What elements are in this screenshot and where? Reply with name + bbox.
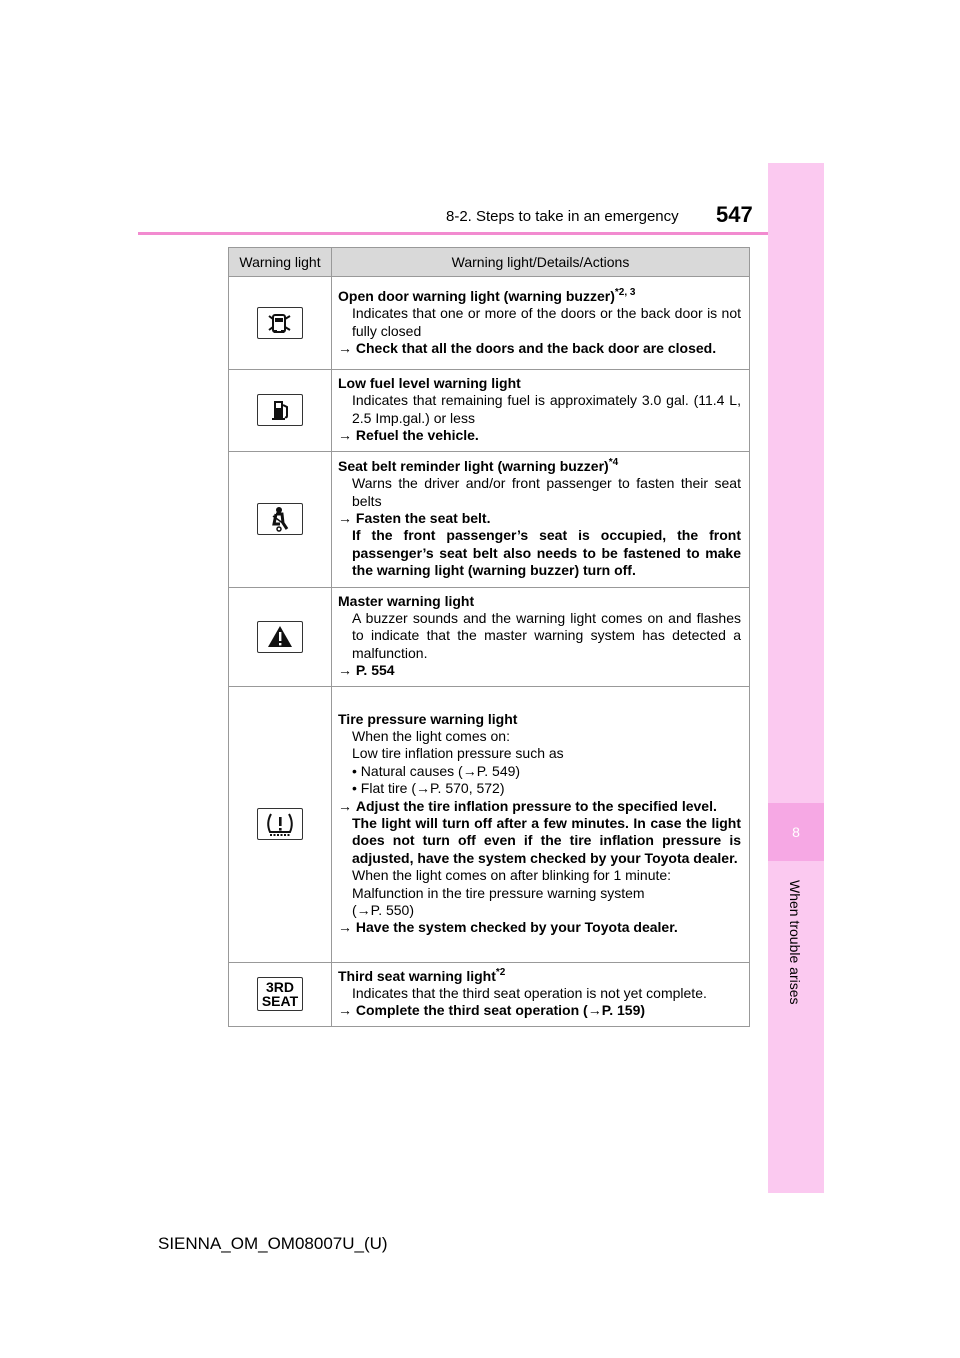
header-divider (138, 232, 822, 235)
chapter-label: When trouble arises (787, 880, 803, 1005)
arrow-glyph: → (338, 427, 352, 444)
warning-title: Seat belt reminder light (warning buzzer) (338, 457, 609, 474)
warning-action: Fasten the seat belt. (355, 509, 491, 526)
warning-detail: Indicates that one or more of the doors or the back door is not fully closed (352, 305, 741, 339)
warning-title: Low fuel level warning light (338, 375, 521, 391)
warning-title: Master warning light (338, 592, 475, 609)
third-seat-icon (257, 977, 303, 1011)
warning-action: Complete the third seat operation (→P. 159) (355, 1002, 646, 1019)
list-item: • Natural causes (→P. 549) (352, 762, 521, 779)
fuel-pump-icon (257, 394, 303, 426)
open-door-icon (257, 307, 303, 339)
tire-pressure-icon (257, 808, 303, 840)
warning-action-detail: The light will turn off after a few minutes. In case the light does not turn off even if the tire inflation pressure is adjusted, have the system checked by your Toyota dealer. (352, 814, 741, 866)
column-header-details: Warning light/Details/Actions (332, 248, 750, 277)
seat-belt-icon (257, 503, 303, 535)
warning-action: Refuel the vehicle. (355, 427, 479, 444)
warning-detail: Indicates that remaining fuel is approximately 3.0 gal. (11.4 L, 2.5 Imp.gal.) or less (352, 392, 741, 426)
list-item: • Flat tire (→P. 570, 572) (352, 780, 505, 797)
page-reference: (→P. 550) (352, 901, 414, 918)
arrow-glyph: → (338, 339, 352, 356)
document-code: SIENNA_OM_OM08007U_(U) (158, 1234, 388, 1253)
warning-action: P. 554 (355, 662, 395, 679)
footnote-marker: *4 (608, 456, 619, 468)
warning-action: Adjust the tire inflation pressure to the specified level. (355, 797, 717, 814)
column-header-warning-light: Warning light (229, 248, 332, 277)
footnote-marker: *2, 3 (614, 286, 636, 298)
section-title: 8-2. Steps to take in an emergency (446, 208, 679, 225)
page-number: 547 (716, 202, 753, 227)
warning-title: Open door warning light (warning buzzer) (338, 287, 615, 304)
table-row (229, 277, 750, 370)
warning-detail: Warns the driver and/or front passenger to fasten their seat belts (352, 475, 741, 509)
footnote-marker: *2 (495, 966, 506, 978)
warning-detail: Indicates that the third seat operation is not yet complete. (352, 985, 707, 1002)
icon-text-line: 3RD (265, 979, 294, 996)
master-warning-icon (257, 621, 303, 653)
warning-light-table (228, 247, 750, 1027)
arrow-glyph: → (338, 919, 352, 936)
table-row (229, 370, 750, 452)
warning-action: Check that all the doors and the back door are closed. (355, 339, 717, 356)
chapter-number-tab[interactable]: 8 (768, 803, 824, 861)
table-row (229, 962, 750, 1026)
warning-detail: When the light comes on after blinking for 1 minute: (352, 867, 672, 884)
warning-detail: Malfunction in the tire pressure warning system (352, 884, 645, 901)
arrow-glyph: → (338, 1002, 352, 1019)
chapter-side-strip (768, 163, 824, 1193)
warning-detail: When the light comes on: (352, 727, 510, 744)
warning-action: Have the system checked by your Toyota dealer. (355, 919, 678, 936)
icon-text-line: SEAT (261, 993, 299, 1010)
arrow-glyph: → (338, 662, 352, 679)
warning-detail: A buzzer sounds and the warning light comes on and flashes to indicate that the master warning system has detected a malfunction. (352, 610, 741, 661)
warning-title: Third seat warning light (338, 967, 496, 984)
table-row (229, 451, 750, 587)
warning-action-detail: If the front passenger’s seat is occupied, the front passenger’s seat belt also needs to be fastened to make the warning light (warning buzzer) turn off. (352, 527, 741, 579)
arrow-glyph: → (338, 797, 352, 814)
arrow-glyph: → (338, 509, 352, 526)
table-row (229, 686, 750, 962)
table-row (229, 587, 750, 686)
warning-title: Tire pressure warning light (338, 710, 518, 727)
warning-detail: Low tire inflation pressure such as (352, 745, 564, 762)
